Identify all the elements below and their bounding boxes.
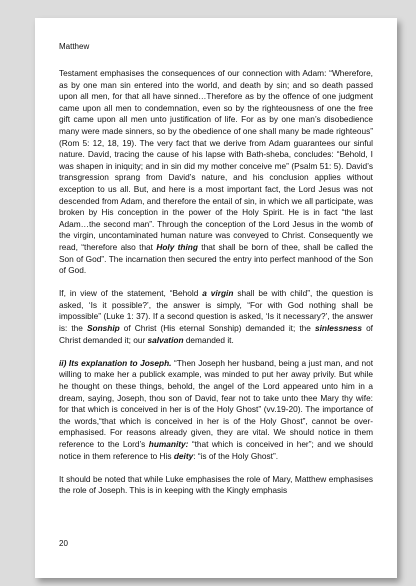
running-head: Matthew [59, 42, 90, 51]
emphasis-sinlessness: sinlessness [314, 323, 362, 334]
emphasis-deity: deity [173, 450, 194, 461]
emphasis-holy-thing: Holy thing [156, 241, 198, 252]
book-page [35, 18, 397, 578]
page-number: 20 [59, 539, 68, 548]
emphasis-salvation: salvation [147, 334, 184, 345]
emphasis-sonship: Sonship [86, 323, 120, 334]
paragraph-joseph: ii) Its explanation to Joseph. “Then Joseph her husband, being a just man, and not willing to make her a publick example, was minded to put her away privily. But while he thought on these things, behold, the angel of the Lord appeared unto him in a dream, saying, Joseph, thou son of David, fear not to take unto thee Mary thy wife: for that which is conceived in her is of the Holy Ghost” (vv.19-20). The importance of the words,“that which is conceived in her is of the Holy Ghost”, cannot be over-emphasised. For reasons already given, they are vital. We should notice in them reference to the Lord’s humanity: “that which is conceived in her”; and we should notice in them reference to His deity: “is of the Holy Ghost”. [59, 357, 373, 461]
emphasis-humanity: humanity: [148, 439, 189, 449]
section-heading-explanation-to-joseph: ii) Its explanation to Joseph. [59, 357, 172, 368]
paragraph-adam: Testament emphasises the consequences of our connection with Adam: “Wherefore, as by one man sin entered into the world, and death by sin; and so death passed upon all men, for that all have sinned…Therefore as by the offence of one judgment came upon all men to condemnation, even so by the righteousness of one the free gift came upon all men unto justification of life. For as by one man’s disobedience many were made sinners, so by the obedience of one shall many be made righteous” (Rom 5: 12, 18, 19). The very fact that we derive from Adam guarantees our sinful nature. David, tracing the cause of his lapse with Bath-sheba, concludes: “Behold, I was shapen in iniquity; and in sin did my mother conceive me” (Psalm 51: 5). David’s transgression sprang from David’s nature, and his conclusion applies without exception to us all. But, and here is a most important fact, the Lord Jesus was not descended from Adam, and therefore the entail of sin, in which we all participate, was broken by His conception in the power of the Holy Spirit. He is in fact “the last Adam…the second man”. Through the conception of the Lord Jesus in the womb of the virgin, uncontaminated human nature was conveyed to Christ. Consequently we read, “therefore also that Holy thing that shall be born of thee, shall be called the Son of God”. The incarnation then secured the entry into perfect manhood of the Son of God. [59, 68, 373, 276]
paragraph-luke-matthew: It should be noted that while Luke emphasises the role of Mary, Matthew emphasises the role of Joseph. This is in keeping with the Kingly emphasis [59, 473, 373, 496]
paragraph-virgin: If, in view of the statement, “Behold a virgin shall be with child”, the question is asked, ‘Is it possible?’, the answer is simply, “For with God nothing shall be impossible” (Luke 1: 37). If a second question is asked, ‘Is it necessary?’, the answer is: the Sonship of Christ (His eternal Sonship) demanded it; the sinlessness of Christ demanded it; our salvation demanded it. [59, 288, 373, 345]
emphasis-a-virgin: a virgin [202, 288, 234, 299]
page-body [59, 68, 373, 509]
